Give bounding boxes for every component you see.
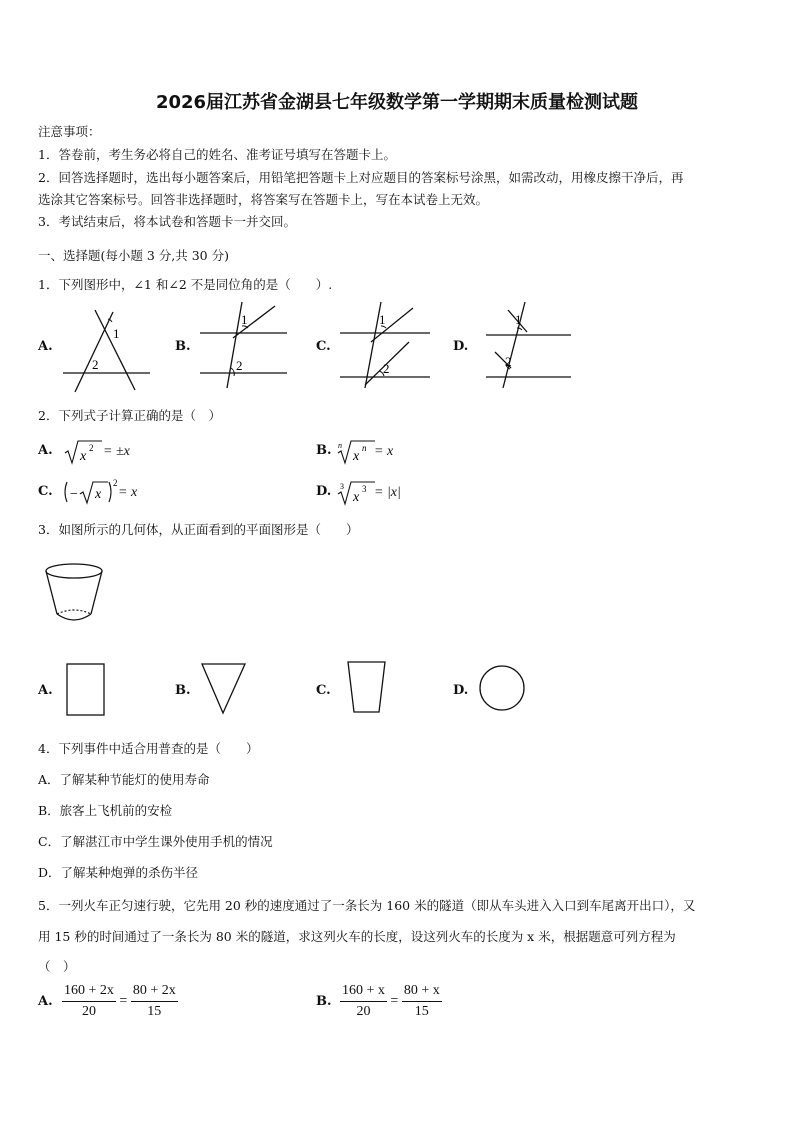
option-label: A.	[38, 339, 53, 354]
angle-2-label: 2	[92, 357, 99, 372]
angle-1-label: 1	[113, 326, 120, 341]
question-5-line: （ ）	[38, 959, 76, 974]
svg-text:3: 3	[340, 482, 344, 491]
choice-item: D．了解某种炮弹的杀伤半径	[38, 865, 199, 880]
q2-expr-d-radical	[337, 478, 377, 508]
q1-figure-d	[483, 300, 578, 390]
choice-item: C．了解湛江市中学生课外使用手机的情况	[38, 834, 273, 849]
question-4-stem: 4．下列事件中适合用普查的是（ ）	[38, 741, 259, 756]
svg-text:n: n	[338, 441, 342, 450]
question-5-line: 用 15 秒的时间通过了一条长为 80 米的隧道，求这列火车的长度，设这列火车的长度为 x 米，根据题意可列方程为	[38, 929, 676, 944]
option-label: D.	[316, 484, 332, 499]
option-label: A.	[38, 683, 53, 698]
q2-expr-a-radical	[64, 437, 104, 467]
svg-text:2: 2	[113, 478, 118, 488]
q3-option-a-rectangle	[64, 662, 108, 718]
option-label: A.	[38, 994, 53, 1009]
svg-text:2: 2	[89, 443, 94, 453]
option-label: A.	[38, 443, 53, 458]
svg-text:x: x	[95, 487, 102, 502]
q2-expr-c-radical	[62, 476, 122, 508]
option-label: B.	[316, 443, 332, 458]
notice-heading: 注意事项：	[38, 124, 101, 139]
q2-expr-b-radical	[337, 437, 377, 467]
option-label: C.	[38, 484, 53, 499]
option-label: B.	[175, 339, 191, 354]
q5-equation-b: $\frac{160 + x}{20}$ = $\frac{80 + x}{15}$	[342, 983, 440, 1019]
notice-item: 3．考试结束后，将本试卷和答题卡一并交回。	[38, 214, 296, 229]
q2-expr-b-rhs: = x	[374, 444, 394, 459]
svg-text:−: −	[70, 487, 78, 502]
question-2-stem: 2．下列式子计算正确的是（ ）	[38, 408, 221, 423]
svg-text:n: n	[362, 443, 367, 453]
q2-expr-d-rhs: = |x|	[374, 485, 401, 500]
option-label: B.	[316, 994, 332, 1009]
notice-item: 选涂其它答案标号。回答非选择题时，将答案写在答题卡上，写在本试卷上无效。	[38, 192, 489, 207]
option-label: B.	[175, 683, 191, 698]
q2-expr-a-rhs: = ±x	[103, 444, 130, 459]
svg-text:x: x	[353, 490, 360, 505]
angle-1-label: 1	[379, 312, 386, 327]
angle-2-label: 2	[236, 358, 243, 373]
angle-2-label: 2	[383, 361, 390, 376]
svg-text:x: x	[353, 449, 360, 464]
option-label: D.	[453, 683, 469, 698]
svg-text:x: x	[80, 449, 87, 464]
q1-figure-b	[195, 300, 305, 390]
option-label: D.	[453, 339, 469, 354]
q2-expr-c-rhs: = x	[118, 485, 138, 500]
question-5-line: 5．一列火车正匀速行驶，它先用 20 秒的速度通过了一条长为 160 米的隧道（即从车头进入入口到车尾离开出口），又	[38, 898, 696, 913]
q1-figure-c	[335, 300, 445, 390]
q5-equation-a: $\frac{160 + 2x}{20}$ = $\frac{80 + 2x}{15}$	[64, 983, 176, 1019]
svg-text:3: 3	[362, 484, 367, 494]
q3-solid-figure	[42, 560, 108, 626]
q3-option-c-trapezoid	[345, 660, 389, 716]
q3-option-b-triangle	[199, 662, 249, 718]
q3-option-d-circle	[478, 662, 528, 714]
choice-item: B．旅客上飞机前的安检	[38, 803, 173, 818]
section-heading: 一、选择题(每小题 3 分,共 30 分)	[38, 248, 229, 263]
notice-item: 1．答卷前，考生务必将自己的姓名、准考证号填写在答题卡上。	[38, 147, 396, 162]
q1-figure-a	[55, 300, 165, 400]
angle-1-label: 1	[241, 312, 248, 327]
option-label: C.	[316, 339, 331, 354]
choice-item: A．了解某种节能灯的使用寿命	[38, 772, 210, 787]
angle-2-label: 2	[505, 354, 512, 369]
question-3-stem: 3．如图所示的几何体，从正面看到的平面图形是（ ）	[38, 522, 359, 537]
angle-1-label: 1	[515, 312, 522, 327]
question-1-stem: 1．下列图形中，∠1 和∠2 不是同位角的是（ ）.	[38, 277, 333, 292]
page-title: 2026届江苏省金湖县七年级数学第一学期期末质量检测试题	[155, 92, 639, 113]
option-label: C.	[316, 683, 331, 698]
notice-item: 2．回答选择题时，选出每小题答案后，用铅笔把答题卡上对应题目的答案标号涂黑，如需改动，用橡皮擦干净后，再	[38, 170, 684, 185]
